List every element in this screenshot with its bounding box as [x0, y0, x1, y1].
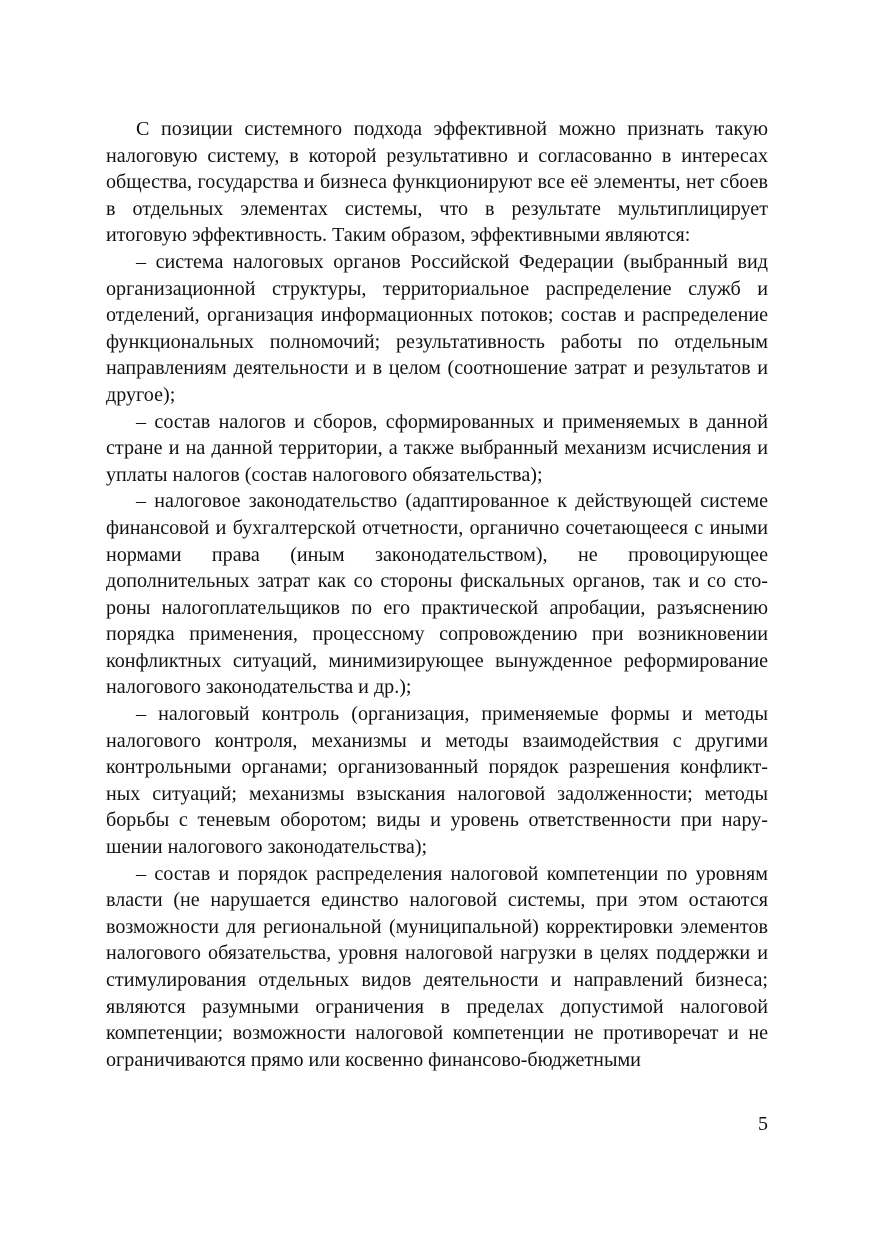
intro-paragraph: С позиции системного подхода эффективной можно признать такую налоговую систему, в которой результативно и согласованно в интересах общества, государства и бизнеса функционируют все её элементы, нет сбоев в отдельных элементах системы, что в результате мультиплицирует итоговую эффективность. Таким образом, эффективными являются:	[106, 118, 768, 247]
page-number: 5	[758, 1113, 768, 1135]
list-item-tax-legislation: – налоговое законодательство (адаптированное к действующей системе финансовой и бухгалтерской отчетности, органично сочетающееся с иными нормами права (иным законодательством), не провоцирующее дополнительных затрат как со стороны фискальных органов, так и со стороны налогоплательщиков по его практической апробации, разъяснению порядка применения, процессному сопровождению при возникновении конфликтных ситуаций, минимизирующее вынужденное реформирование налогового законодательства и др.);	[106, 490, 768, 699]
list-item-taxes-and-fees: – состав налогов и сборов, сформированных и применяемых в данной стране и на данной территории, а также выбранный механизм исчисления и уплаты налогов (состав налогового обязательства);	[106, 410, 768, 486]
body-text	[106, 116, 768, 1073]
list-item-tax-competence: – состав и порядок распределения налоговой компетенции по уровням власти (не нарушается единство налоговой системы, при этом остаются возможности для региональной (муниципальной) корректировки элементов налогового обязательства, уровня налоговой нагрузки в целях поддержки и стимулирования отдельных видов деятельности и направлений бизнеса; являются разумными ограничения в пределах допустимой налоговой компетенции; возможности налоговой компетенции не противоречат и не ограничиваются прямо или косвенно финансово-бюджетными	[106, 862, 768, 1071]
list-item-tax-control: – налоговый контроль (организация, применяемые формы и методы налогового контроля, механизмы и методы взаимодействия с другими контрольными органами; организованный порядок разрешения конфликтных ситуаций; механизмы взыскания налоговой задолженности; методы борьбы с теневым оборотом; виды и уровень ответственности при нарушении налогового законодательства);	[106, 703, 768, 859]
list-item-tax-authorities: – система налоговых органов Российской Федерации (выбранный вид организационной структуры, территориальное распределение служб и отделений, организация информационных потоков; состав и распределение функциональных полномочий; результативность работы по отдельным направлениям деятельности и в целом (соотношение затрат и результатов и другое);	[106, 250, 768, 406]
